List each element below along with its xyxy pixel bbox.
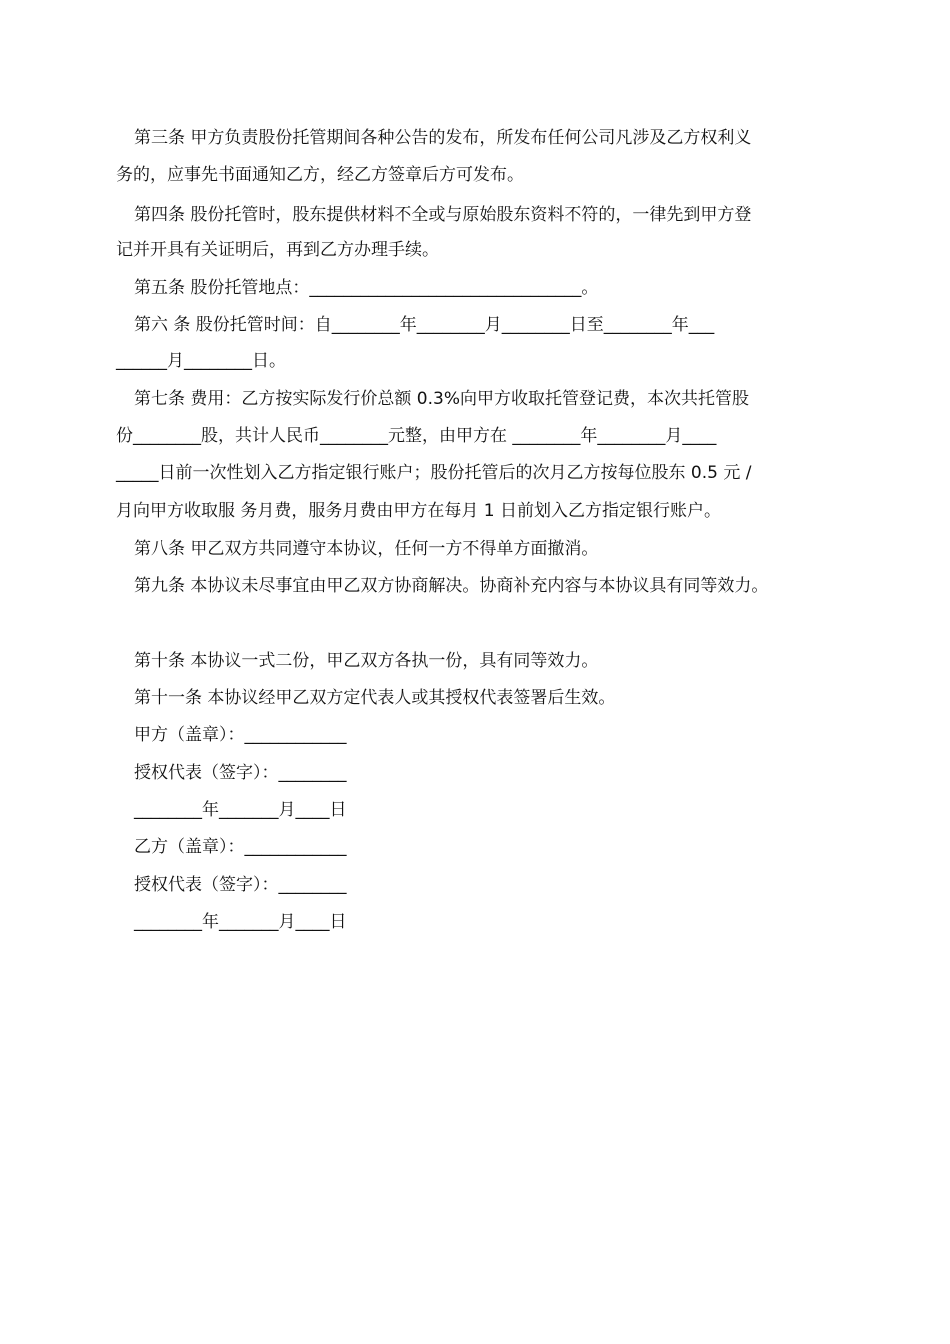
article-8-line-1: 第八条 甲乙双方共同遵守本协议，任何一方不得单方面撤消。 xyxy=(134,539,599,559)
party-a-representative-field: 授权代表（签字）：________ xyxy=(134,763,347,783)
party-b-seal-field: 乙方（盖章）：____________ xyxy=(134,837,347,857)
article-3-line-2: 务的，应事先书面通知乙方，经乙方签章后方可发布。 xyxy=(116,165,524,185)
article-4-line-1: 第四条 股份托管时，股东提供材料不全或与原始股东资料不符的，一律先到甲方登 xyxy=(134,205,752,225)
article-6-line-2: ______月________日。 xyxy=(116,351,286,371)
party-b-date-field: ________年_______月____日 xyxy=(134,912,347,932)
party-b-representative-field: 授权代表（签字）：________ xyxy=(134,875,347,895)
article-7-line-1: 第七条 费用：乙方按实际发行价总额 0.3%向甲方收取托管登记费，本次共托管股 xyxy=(134,389,749,409)
article-7-line-3: _____日前一次性划入乙方指定银行账户；股份托管后的次月乙方按每位股东 0.5 元 / xyxy=(116,463,752,483)
article-5-line-1: 第五条 股份托管地点：________________________________。 xyxy=(134,278,599,298)
party-a-date-field: ________年_______月____日 xyxy=(134,800,347,820)
article-3-line-1: 第三条 甲方负责股份托管期间各种公告的发布，所发布任何公司凡涉及乙方权利义 xyxy=(134,128,752,148)
article-4-line-2: 记并开具有关证明后，再到乙方办理手续。 xyxy=(116,240,439,260)
article-7-line-4: 月向甲方收取服 务月费，服务月费由甲方在每月 1 日前划入乙方指定银行账户。 xyxy=(116,501,722,521)
article-10-line-1: 第十条 本协议一式二份，甲乙双方各执一份，具有同等效力。 xyxy=(134,651,599,671)
party-a-seal-field: 甲方（盖章）：____________ xyxy=(134,725,347,745)
article-7-line-2: 份________股，共计人民币________元整，由甲方在 ________年________月____ xyxy=(116,426,717,446)
article-6-line-1: 第六 条 股份托管时间：自________年________月________日至________年___ xyxy=(134,315,715,335)
article-9-line-1: 第九条 本协议未尽事宜由甲乙双方协商解决。协商补充内容与本协议具有同等效力。 xyxy=(134,576,769,596)
article-11-line-1: 第十一条 本协议经甲乙双方定代表人或其授权代表签署后生效。 xyxy=(134,688,616,708)
